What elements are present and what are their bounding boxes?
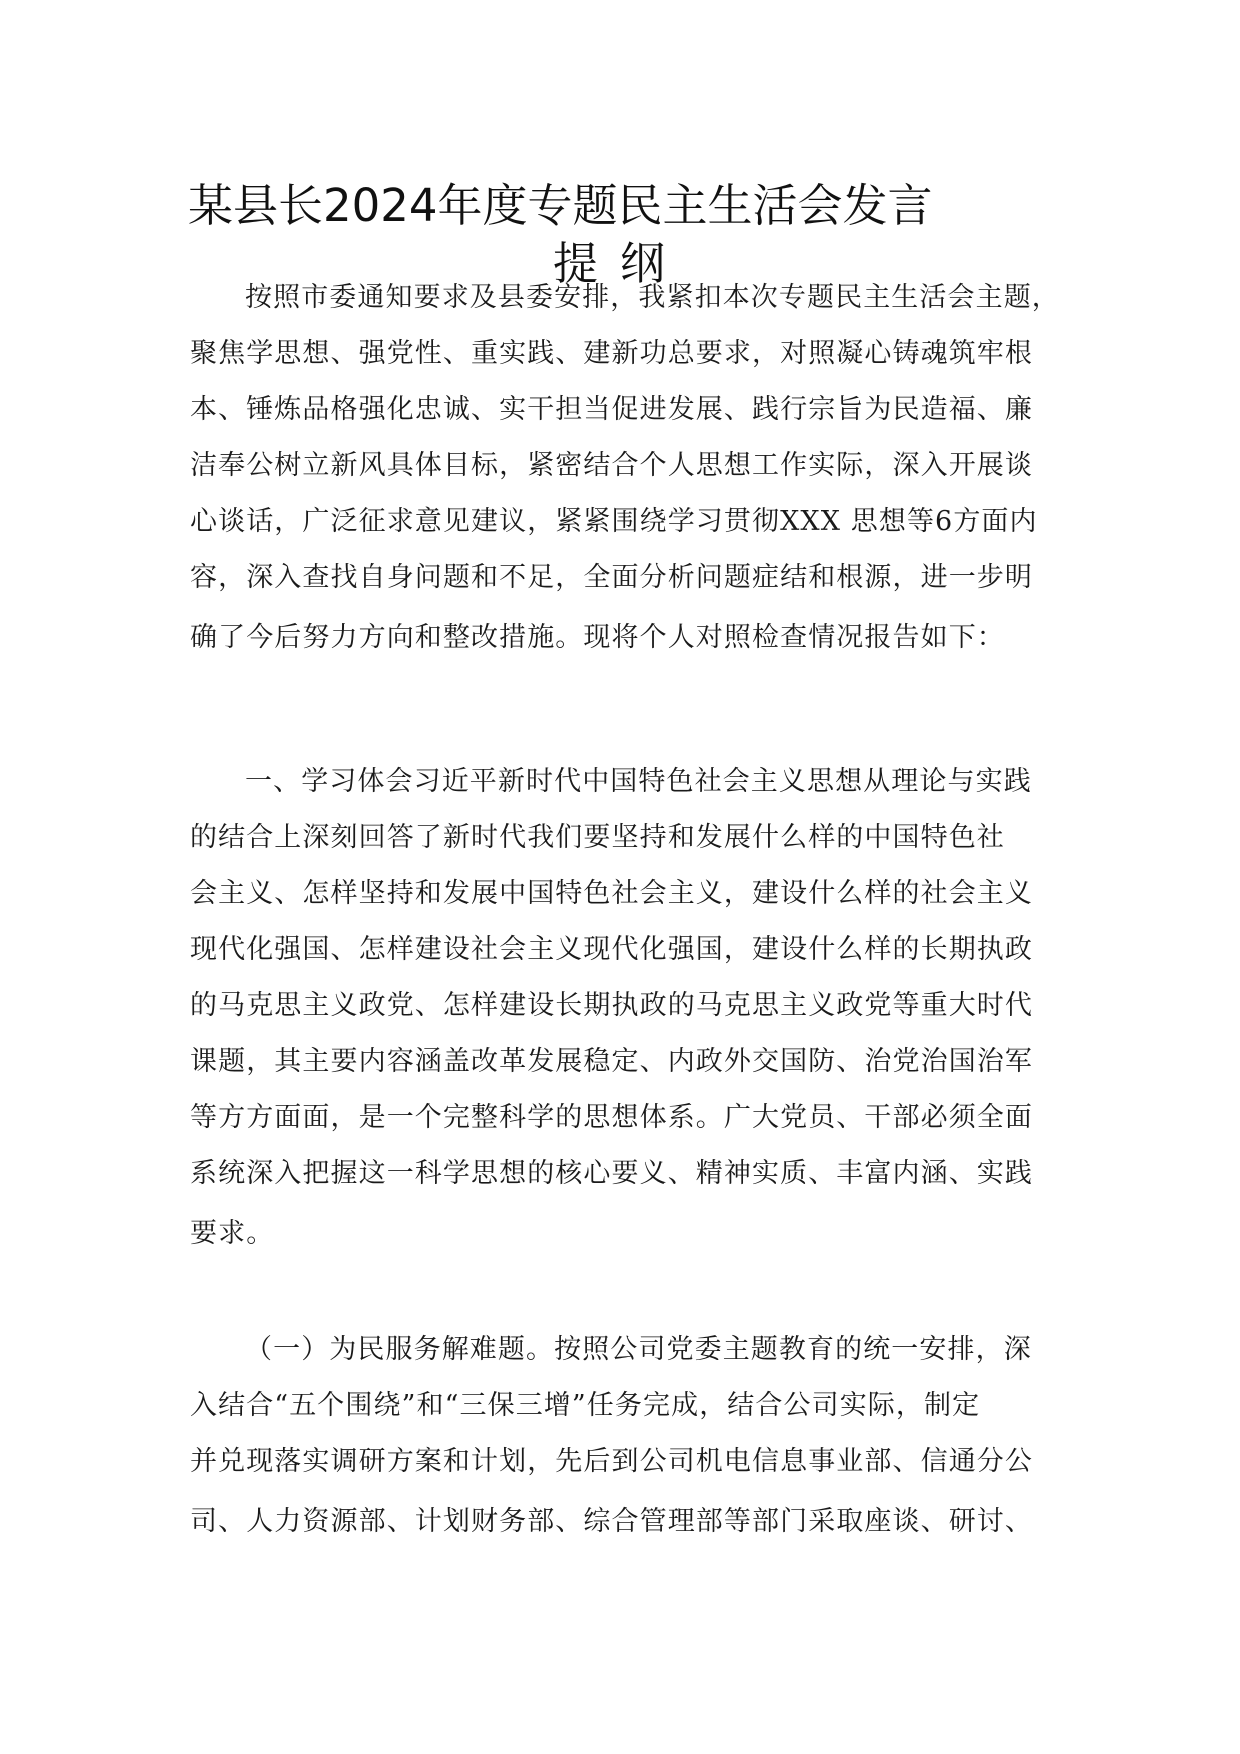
paragraph-line: 要求。 [190, 1218, 275, 1249]
section-heading-line: 一、学习体会习近平新时代中国特色社会主义思想从理论与实践 [245, 766, 1032, 797]
document-title: 某县长2024年度专题民主生活会发言 [188, 179, 933, 232]
paragraph-line: 确了今后努力方向和整改措施。现将个人对照检查情况报告如下： [190, 622, 1005, 653]
paragraph-line: 容，深入查找自身问题和不足，全面分析问题症结和根源，进一步明 [190, 562, 1033, 593]
paragraph-line: 的马克思主义政党、怎样建设长期执政的马克思主义政党等重大时代 [190, 990, 1033, 1021]
paragraph-line: 现代化强国、怎样建设社会主义现代化强国，建设什么样的长期执政 [190, 934, 1033, 965]
paragraph-line: 按照市委通知要求及县委安排，我紧扣本次专题民主生活会主题， [245, 282, 1060, 313]
paragraph-line: 本、锤炼品格强化忠诚、实干担当促进发展、践行宗旨为民造福、廉 [190, 394, 1033, 425]
paragraph-line: 入结合“五个围绕”和“三保三增”任务完成，结合公司实际，制定 [190, 1390, 981, 1421]
paragraph-line: 心谈话，广泛征求意见建议，紧紧围绕学习贯彻XXX 思想等6方面内 [190, 506, 1038, 537]
paragraph-line: 系统深入把握这一科学思想的核心要义、精神实质、丰富内涵、实践 [190, 1158, 1033, 1189]
paragraph-line: 的结合上深刻回答了新时代我们要坚持和发展什么样的中国特色社 [190, 822, 1005, 853]
paragraph-line: 等方方面面，是一个完整科学的思想体系。广大党员、干部必须全面 [190, 1102, 1033, 1133]
paragraph-line: 会主义、怎样坚持和发展中国特色社会主义，建设什么样的社会主义 [190, 878, 1033, 909]
paragraph-line: 课题，其主要内容涵盖改革发展稳定、内政外交国防、治党治国治军 [190, 1046, 1033, 1077]
document-title-continued: 提纲 [552, 237, 687, 290]
paragraph-line: 司、人力资源部、计划财务部、综合管理部等部门采取座谈、研讨、 [190, 1506, 1033, 1537]
paragraph-line: 聚焦学思想、强党性、重实践、建新功总要求，对照凝心铸魂筑牢根 [190, 338, 1033, 369]
paragraph-line: 洁奉公树立新风具体目标，紧密结合个人思想工作实际，深入开展谈 [190, 450, 1033, 481]
subsection-heading-line: （一）为民服务解难题。按照公司党委主题教育的统一安排，深 [245, 1334, 1032, 1365]
paragraph-line: 并兑现落实调研方案和计划，先后到公司机电信息事业部、信通分公 [190, 1446, 1033, 1477]
